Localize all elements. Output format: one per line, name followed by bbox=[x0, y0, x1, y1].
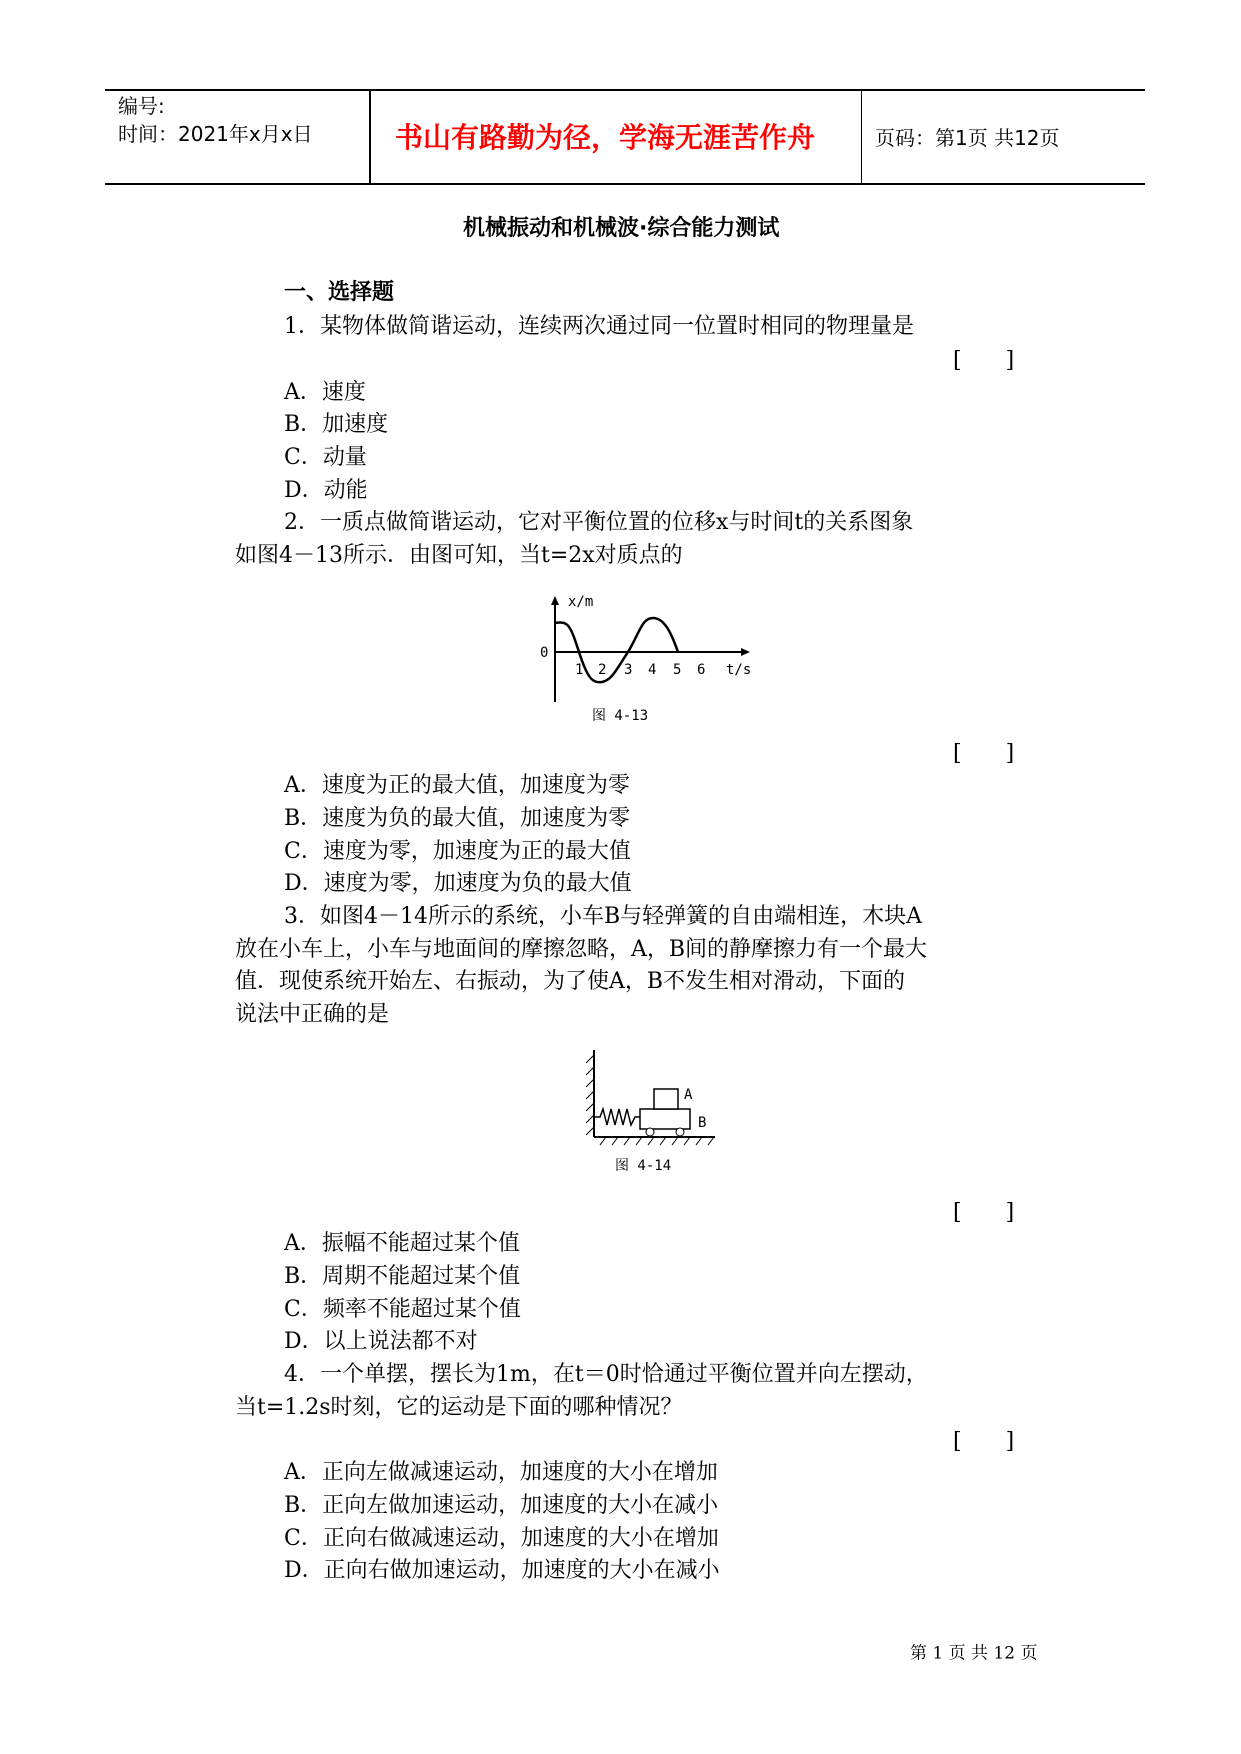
displacement-curve bbox=[555, 618, 678, 682]
option: A．速度为正的最大值，加速度为零 bbox=[284, 773, 630, 798]
figure-4-14 bbox=[580, 1045, 730, 1180]
label-b: B bbox=[698, 1115, 707, 1131]
option: C．速度为零，加速度为正的最大值 bbox=[284, 839, 631, 864]
header-divider bbox=[861, 89, 862, 184]
option: B．加速度 bbox=[284, 412, 389, 437]
page-footer: 第 1 页 共 12 页 bbox=[910, 1643, 1038, 1664]
option: A．振幅不能超过某个值 bbox=[284, 1231, 520, 1256]
time-label: 时间：2021年x月x日 bbox=[118, 122, 313, 146]
page-info: 页码：第1页 共12页 bbox=[875, 126, 1060, 150]
origin-label: 0 bbox=[540, 645, 549, 661]
x-axis-arrow bbox=[741, 648, 750, 656]
tick-label: 6 bbox=[697, 662, 706, 678]
option: C．正向右做减速运动，加速度的大小在增加 bbox=[284, 1526, 719, 1551]
cart-b bbox=[640, 1109, 690, 1129]
figure-caption: 图 4-14 bbox=[615, 1158, 672, 1174]
tick-label: 1 bbox=[575, 662, 584, 678]
tick-label: 3 bbox=[624, 662, 633, 678]
header-top-rule bbox=[105, 89, 1145, 91]
motto: 书山有路勤为径，学海无涯苦作舟 bbox=[395, 121, 816, 154]
option: D．速度为零，加速度为负的最大值 bbox=[284, 871, 632, 896]
answer-bracket: [ ] bbox=[953, 741, 1015, 766]
figure-caption: 图 4-13 bbox=[592, 708, 649, 724]
answer-bracket: [ ] bbox=[953, 1429, 1015, 1454]
answer-bracket: [ ] bbox=[953, 1200, 1015, 1225]
question-3-stem: 值．现使系统开始左、右振动，为了使A，B不发生相对滑动，下面的 bbox=[235, 969, 906, 994]
option: C．动量 bbox=[284, 445, 367, 470]
header-divider bbox=[369, 89, 371, 184]
question-4-stem: 4．一个单摆，摆长为1m，在t＝0时恰通过平衡位置并向左摆动， bbox=[284, 1362, 928, 1387]
spring bbox=[594, 1109, 640, 1125]
option: D．以上说法都不对 bbox=[284, 1329, 478, 1354]
question-3-stem: 说法中正确的是 bbox=[235, 1002, 390, 1027]
option: A．速度 bbox=[284, 380, 366, 405]
answer-bracket: [ ] bbox=[953, 348, 1015, 373]
label-a: A bbox=[684, 1087, 693, 1103]
x-axis-label: t/s bbox=[726, 662, 752, 678]
section-heading: 一、选择题 bbox=[284, 280, 395, 305]
option: B．周期不能超过某个值 bbox=[284, 1264, 521, 1289]
serial-label: 编号: bbox=[118, 94, 165, 118]
tick-label: 5 bbox=[673, 662, 682, 678]
wheel bbox=[676, 1128, 684, 1136]
tick-label: 2 bbox=[598, 662, 607, 678]
figure-4-13 bbox=[530, 590, 790, 725]
question-2-stem: 如图4－13所示．由图可知，当t=2x对质点的 bbox=[235, 543, 683, 568]
wheel bbox=[646, 1128, 654, 1136]
option: B．速度为负的最大值，加速度为零 bbox=[284, 806, 631, 831]
wall-hatching bbox=[586, 1055, 594, 1135]
ground-hatching bbox=[600, 1137, 714, 1145]
question-1-stem: 1．某物体做简谐运动，连续两次通过同一位置时相同的物理量是 bbox=[284, 314, 914, 339]
question-4-stem: 当t=1.2s时刻，它的运动是下面的哪种情况？ bbox=[235, 1395, 683, 1420]
option: B．正向左做加速运动，加速度的大小在减小 bbox=[284, 1493, 719, 1518]
option: D．正向右做加速运动，加速度的大小在减小 bbox=[284, 1558, 720, 1583]
option: D．动能 bbox=[284, 478, 368, 503]
question-2-stem: 2．一质点做简谐运动，它对平衡位置的位移x与时间t的关系图象 bbox=[284, 510, 914, 535]
y-axis-label: x/m bbox=[568, 594, 594, 610]
question-3-stem: 放在小车上，小车与地面间的摩擦忽略，A，B间的静摩擦力有一个最大 bbox=[235, 937, 928, 962]
option: C．频率不能超过某个值 bbox=[284, 1297, 521, 1322]
page-title: 机械振动和机械波·综合能力测试 bbox=[463, 216, 780, 241]
option: A．正向左做减速运动，加速度的大小在增加 bbox=[284, 1460, 718, 1485]
block-a bbox=[654, 1089, 678, 1109]
header-bottom-rule bbox=[105, 183, 1145, 185]
question-3-stem: 3．如图4－14所示的系统，小车B与轻弹簧的自由端相连，木块A bbox=[284, 904, 923, 929]
tick-label: 4 bbox=[648, 662, 657, 678]
y-axis-arrow bbox=[551, 596, 559, 605]
